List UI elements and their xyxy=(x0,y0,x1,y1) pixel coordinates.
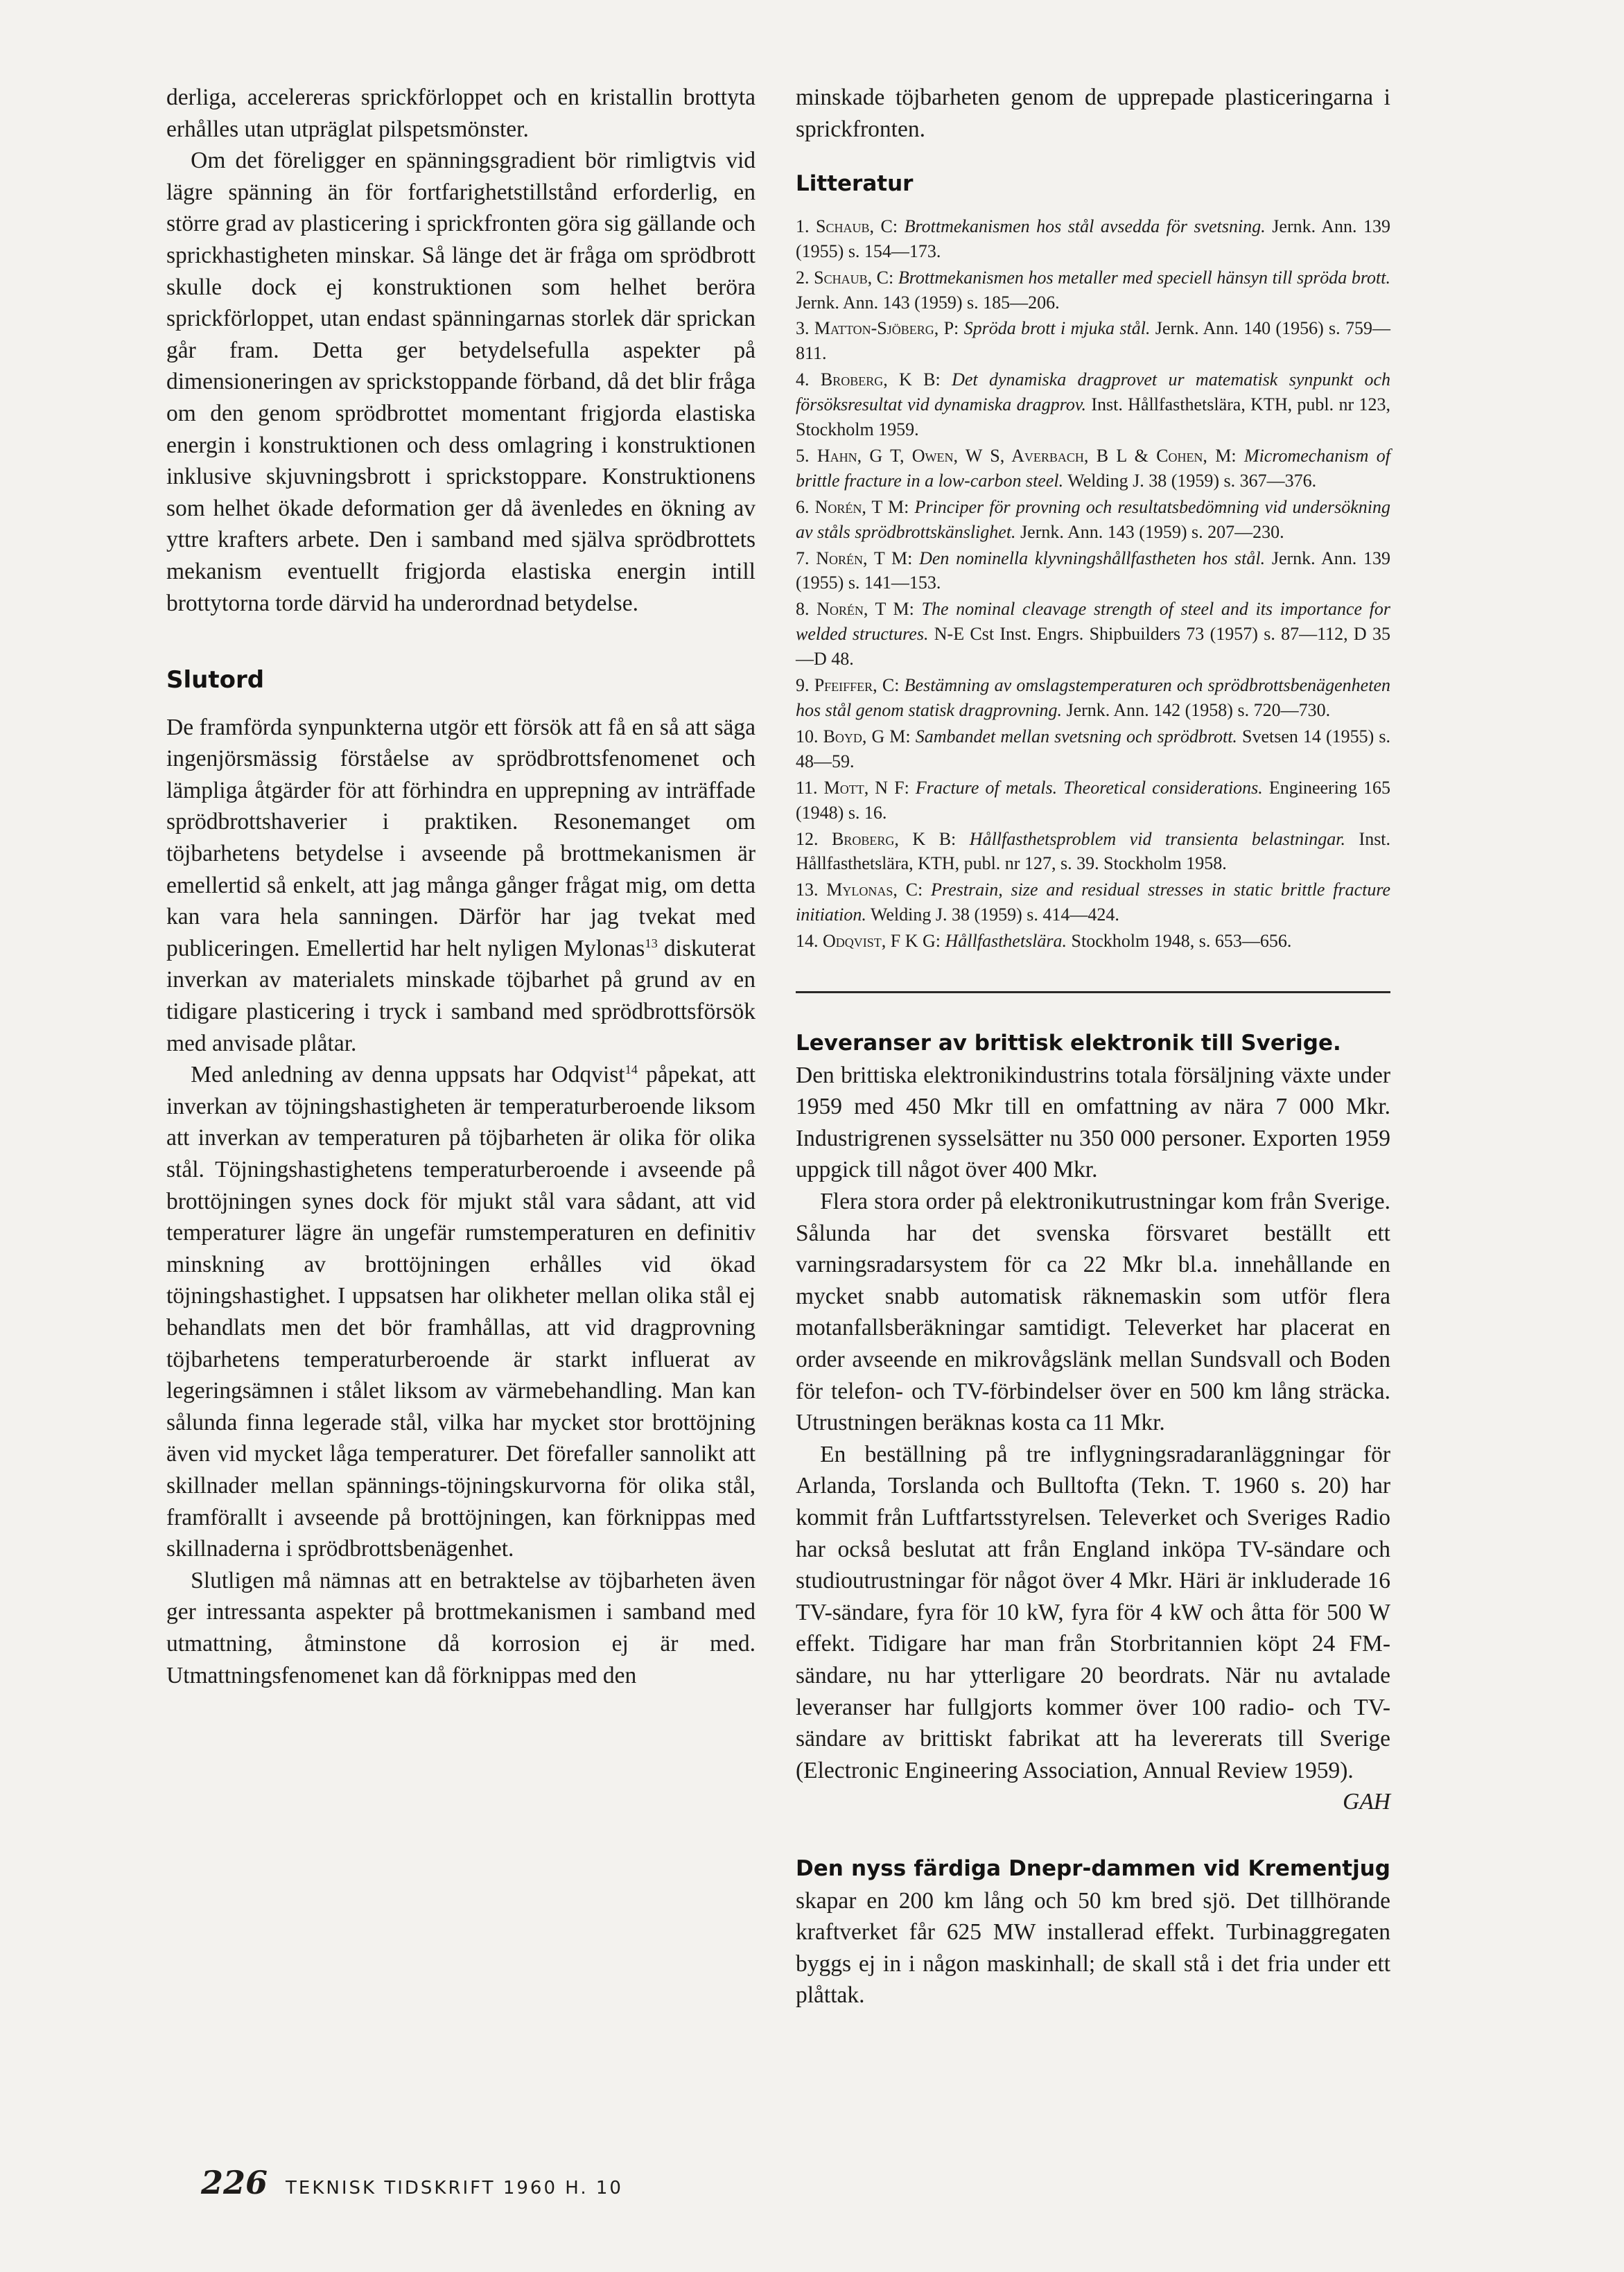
reference-entry: 6. Norén, T M: Principer för provning och resultatsbedömning vid undersökning av ståls sprödbrottskänslighet. Jernk. Ann. 143 (1959) s. 207—230. xyxy=(796,496,1391,542)
divider xyxy=(796,991,1390,993)
news-item xyxy=(796,1028,1390,1818)
reference-entry: 5. Hahn, G T, Owen, W S, Averbach, B L & Cohen, M: Micromechanism of brittle fracture in a low-carbon steel. Welding J. 38 (1959) s. 367—376. xyxy=(796,445,1390,491)
section-heading-slutord: Slutord xyxy=(166,666,265,694)
page-footer xyxy=(201,2164,623,2201)
page-number: 226 xyxy=(201,2164,268,2201)
section-heading-litteratur: Litteratur xyxy=(796,171,914,197)
reference-entry: 14. Odqvist, F K G: Hållfasthetslära. Stockholm 1948, s. 653—656. xyxy=(796,931,1292,952)
footnote-ref: 13 xyxy=(645,936,658,950)
reference-entry: 13. Mylonas, C: Prestrain, size and residual stresses in static brittle fracture initiation. Welding J. 38 (1959) s. 414—424. xyxy=(796,880,1391,925)
paragraph: Med anledning av denna uppsats har Odqvist$^{14}$ påpekat, att inverkan av töjningshastigheten är temperaturberoende liksom att inverkan av temperaturen på töjbarheten är olika för olika stål. Töjningshastighetens temperaturberoende i avseende på brottöjningen synes dock för mjukt stål vara sådant, att vid temperaturer lägre än ungefär rumstemperaturen en definitiv minskning av brottöjningen erhålles vid ökad töjningshastighet. I uppsatsen har olikheter mellan olika stål ej behandlats men det bör framhållas, att vid dragprovning töjbarhetens temperaturberoende är starkt influerat av legeringsämnen i stålet liksom av värmebehandling. Man kan sålunda finna legerade stål, vilka har mycket stor brottöjning även vid mycket låga temperaturer. Det förefaller sannolikt att skillnader mellan spännings-töjningskurvorna för olika stål, framförallt i avseende på brottöjningen, kan förknippas med skillnaderna i sprödbrottsbenägenhet. xyxy=(166,1062,756,1562)
news-heading: Leveranser av brittisk elektronik till Sverige. xyxy=(796,1031,1341,1056)
reference-entry: 8. Norén, T M: The nominal cleavage strength of steel and its importance for welded structures. N-E Cst Inst. Engrs. Shipbuilders 73 (1957) s. 87—112, D 35—D 48. xyxy=(796,599,1391,670)
journal-name: TEKNISK TIDSKRIFT 1960 H. 10 xyxy=(286,2178,623,2199)
paragraph: Den nyss färdiga Dnepr-dammen vid Krementjug skapar en 200 km lång och 50 km bred sjö. Det tillhörande kraftverket får 625 MW installerad effekt. Turbinaggregaten byggs ej in i någon maskinhall; de skall stå i det fria under ett plåttak. xyxy=(796,1855,1390,2009)
paragraph: Om det föreligger en spänningsgradient bör rimligtvis vid lägre spänning än för fortfarighetstillstånd erforderlig, en större grad av plasticering i sprickfronten göra sig gällande och sprickhastigheten minskar. Så länge det är fråga om sprödbrott skulle dock ej konstruktionen som helhet beröra sprickförloppet, utan endast spänningarnas storlek där sprickan går fram. Detta ger betydelsefulla aspekter på dimensioneringen av sprickstoppande förband, då det blir fråga om den genom sprödbrottet momentant frigjorda elastiska energin i konstruktionen och dess omlagring i konstruktionen inklusive skjuvningsbrott i sprickstoppare. Konstruktionens som helhet ökade deformation ger då ävenledes en ökning av yttre krafters arbete. Den i samband med själva sprödbrottets mekanism eventuellt frigjorda elastiska energin intill brottytorna torde därvid ha underordnad betydelse. xyxy=(166,148,756,616)
reference-entry: 7. Norén, T M: Den nominella klyvningshållfastheten hos stål. Jernk. Ann. 139 (1955) s. 141—153. xyxy=(796,548,1391,593)
reference-entry: 12. Broberg, K B: Hållfasthetsproblem vid transienta belastningar. Inst. Hållfasthetslära, KTH, publ. nr 127, s. 39. Stockholm 1958. xyxy=(796,828,1391,874)
paragraph: Flera stora order på elektronikutrustningar kom från Sverige. Sålunda har det svenska försvaret beställt ett varningsradarsystem för ca 22 Mkr bl.a. innehållande en mycket snabb automatisk räknemaskin som utför flera motanfallsberäkningar samtidigt. Televerket har placerat en order avseende en mikrovågslänk mellan Sundsvall och Boden för telefon- och TV-förbindelser över en 500 km lång sträcka. Utrustningen beräknas kosta ca 11 Mkr. xyxy=(796,1189,1390,1436)
reference-entry: 9. Pfeiffer, C: Bestämning av omslagstemperaturen och sprödbrottsbenägenheten hos stål genom statisk dragprovning. Jernk. Ann. 142 (1958) s. 720—730. xyxy=(796,675,1390,720)
news-item xyxy=(796,1853,1390,2011)
author-signature: GAH xyxy=(1343,1789,1390,1815)
paragraph: Slutligen må nämnas att en betraktelse av töjbarheten även ger intressanta aspekter på brottmekanismen i samband med utmattning, åtminstone då korrosion ej är med. Utmattningsfenomenet kan då förknippas med den xyxy=(166,1567,756,1688)
reference-entry: 10. Boyd, G M: Sambandet mellan svetsning och sprödbrott. Svetsen 14 (1955) s. 48—59. xyxy=(796,726,1390,771)
paragraph: En beställning på tre inflygningsradaranläggningar för Arlanda, Torslanda och Bulltofta (Tekn. T. 1960 s. 20) har kommit från Luftfartsstyrelsen. Televerket och Sveriges Radio har också beslutat att från England inköpa TV-sändare och studioutrustningar för något över 4 Mkr. Häri är inkluderade 16 TV-sändare, fyra för 10 kW, fyra för 4 kW och åtta för 500 W effekt. Tidigare har man från Storbritannien köpt 24 FM-sändare, nu har ytterligare 20 beordrats. När nu avtalade leveranser har fullgjorts kommer över 100 radio- och TV-sändare av brittiskt fabrikat att ha levererats till Sverige (Electronic Engineering Association, Annual Review 1959). xyxy=(796,1441,1390,1783)
reference-entry: 3. Matton-Sjöberg, P: Spröda brott i mjuka stål. Jernk. Ann. 140 (1956) s. 759—811. xyxy=(796,318,1391,364)
right-column xyxy=(796,82,1390,2011)
left-column xyxy=(166,82,756,1691)
paragraph: derliga, accelereras sprickförloppet och en kristallin brottyta erhålles utan utpräglat pilspetsmönster. xyxy=(166,85,756,142)
paragraph: Den brittiska elektronikindustrins totala försäljning växte under 1959 med 450 Mkr till en omfattning av nära 7 000 Mkr. Industrigrenen sysselsätter nu 350 000 personer. Exporten 1959 uppgick till något över 400 Mkr. xyxy=(796,1062,1390,1183)
paragraph: De framförda synpunkterna utgör ett försök att få en så att säga ingenjörsmässig förståelse av sprödbrottsfenomenet och lämpliga åtgärder för att förhindra en upprepning av inträffade sprödbrottshaverier i praktiken. Resonemanget om töjbarhetens betydelse i avseende på brottmekanismen är emellertid så enkelt, att jag många gånger frågat mig, om detta kan vara hela sanningen. Därför har jag tvekat med publiceringen. Emellertid har helt nyligen Mylonas$^{13}$ diskuterat inverkan av materialets minskade töjbarhet på grund av en tidigare plasticering i tryck i samband med sprödbrottsförsök med anvisade plåtar. xyxy=(166,714,756,1056)
news-heading: Den nyss färdiga Dnepr-dammen vid Krementjug xyxy=(796,1855,1390,1881)
footnote-ref: 14 xyxy=(625,1063,638,1077)
reference-entry: 11. Mott, N F: Fracture of metals. Theoretical considerations. Engineering 165 (1948) s. 16. xyxy=(796,777,1391,823)
reference-list xyxy=(796,214,1390,954)
reference-entry: 1. Schaub, C: Brottmekanismen hos stål avsedda för svetsning. Jernk. Ann. 139 (1955) s. 154—173. xyxy=(796,216,1390,261)
reference-entry: 2. Schaub, C: Brottmekanismen hos metaller med speciell hänsyn till spröda brott. Jernk. Ann. 143 (1959) s. 185—206. xyxy=(796,267,1391,313)
reference-entry: 4. Broberg, K B: Det dynamiska dragprovet ur matematisk synpunkt och försöksresultat vid dynamiska dragprov. Inst. Hållfasthetslära, KTH, publ. nr 123, Stockholm 1959. xyxy=(796,369,1391,440)
paragraph: minskade töjbarheten genom de upprepade plasticeringarna i sprickfronten. xyxy=(796,85,1390,142)
